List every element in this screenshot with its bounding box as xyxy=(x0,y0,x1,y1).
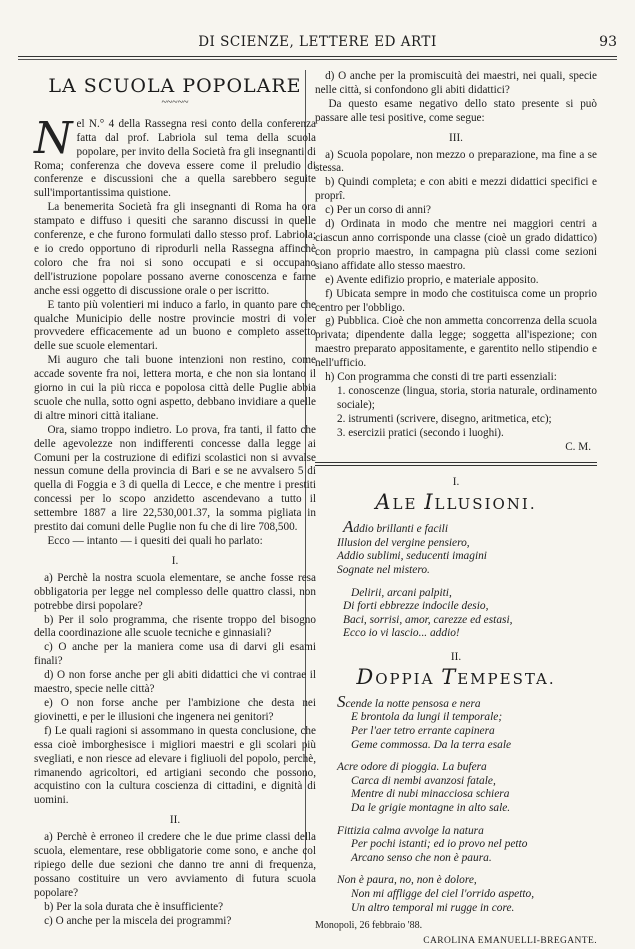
question-2a: a) Perchè è erroneo il credere che le due prime classi della scuola, elementare, rese obbligatorie come sono, e anche col ripiego delle due sezioni che danno tre anni di frequenza, possano costituire un vero avviamento di futura scuola popolare? xyxy=(34,831,316,899)
program-part-1: 1. conoscenze (lingua, storia, storia naturale, ordinamento sociale); xyxy=(337,384,597,411)
thesis-e: e) Avente edifizio proprio, e materiale apposito. xyxy=(325,273,539,286)
poem-line: Delirii, arcani palpiti, xyxy=(351,586,452,599)
question-1a: a) Perchè la nostra scuola elementare, se anche fosse resa obbligatoria per legge nel complesso delle quattro classi, non potrebbe dirsi popolare? xyxy=(34,571,316,612)
right-column xyxy=(315,70,597,949)
page-number: 93 xyxy=(599,34,617,50)
poem-line: Fittizia calma avvolge la natura xyxy=(337,824,484,837)
question-1e: e) O non forse anche per l'ambizione che desta nei giovinetti, e per le illusioni che ingenera nei genitori? xyxy=(34,696,316,723)
thesis-b: b) Quindi completa; e con abiti e mezzi didattici specifici e proprî. xyxy=(315,176,597,203)
question-1d: d) O non forse anche per gli abiti didattici che vi contrae il maestro, specie nelle città? xyxy=(34,669,316,696)
poem-line: E brontola da lungi il temporale; xyxy=(351,711,503,724)
paragraph-3: E tanto più volentieri mi induco a farlo, in quanto pare che qualche Municipio delle nostre provincie mostri di voler provvedere efficacemente ad un buono e completo assetto delle sue scuole elementari. xyxy=(34,298,316,353)
intro-section-3: Da questo esame negativo dello stato presente si può passare alle tesi positive, come segue: xyxy=(315,97,597,124)
header-rule xyxy=(18,56,617,60)
thesis-h: h) Con programma che consti di tre parti essenziali: xyxy=(325,371,557,384)
poem-date: Monopoli, 26 febbraio '88. xyxy=(315,920,423,932)
question-1b: b) Per il solo programma, che risente troppo del bisogno della coordinazione alle scuole tecniche e ginnasiali? xyxy=(34,613,316,640)
drop-cap: N xyxy=(34,112,73,164)
poem-line: Non è paura, no, non è dolore, xyxy=(337,874,477,887)
paragraph-2: La benemerita Società fra gli insegnanti di Roma ha ora stampato e diffuso i quesiti che saranno discussi in quelle conferenze, e che furono formulati dallo stesso prof. Labriola; e io credo opportuno di riprodurli nella Rassegna affinchè coloro che fra noi si sono occupati e si occupano dell'istruzione popolare possano averne conoscenza e farne anche essi oggetto di discussione orale o per iscritto. xyxy=(34,201,316,297)
poem-line: Scende la notte pensosa e nera xyxy=(337,691,481,711)
poem-line: Illusion del vergine pensiero, xyxy=(337,536,470,549)
question-1c: c) O anche per la maniera come usa di darvi gli esami finali? xyxy=(34,641,316,668)
thesis-f: f) Ubicata sempre in modo che costituisca come un proprio centro per l'obbligo. xyxy=(315,287,597,314)
left-column xyxy=(34,70,316,928)
thesis-a: a) Scuola popolare, non mezzo o preparazione, ma fine a se stessa. xyxy=(315,148,597,175)
poem-divider xyxy=(315,462,597,466)
poem-line: Geme commossa. Da la terra esale xyxy=(351,738,512,751)
thesis-g: g) Pubblica. Cioè che non ammetta concorrenza della scuola privata; dipendente dalla legge; soggetta all'ispezione; con maestro preparato appositamente, e garentito nello stipendio e nell'ufficio. xyxy=(315,315,597,370)
poem-line: Da le grigie montagne in alto sale. xyxy=(351,802,511,814)
article-title: LA SCUOLA POPOLARE xyxy=(48,75,302,97)
paragraph-1: Nel N.° 4 della Rassegna resi conto della conferenza fatta dal prof. Labriola sul tema della scuola popolare, per invito della Società fra gli insegnanti di Roma; conferenza che doveva essere come il preludio di conferenze e discussioni che a quella sarebbero seguite sull'importantissima quistione. xyxy=(34,112,316,200)
poem-1-title: ALE ILLUSIONI. xyxy=(375,490,537,515)
poem-author: CAROLINA EMANUELLI-BREGANTE. xyxy=(423,936,597,947)
paragraph-4: Mi auguro che tali buone intenzioni non restino, come accade sovente fra noi, lettera morta, e che non sia lontano il giorno in cui la più ricca e popolosa città delle Puglie abbia scuole che nulla, sotto ogni aspetto, debbano invidiare a quelle di altre minori città italiane. xyxy=(34,354,316,422)
poem-line: Addio brillanti e facili xyxy=(343,517,448,537)
poem-1-number: I. xyxy=(452,476,460,489)
section-heading-2: II. xyxy=(169,814,181,827)
poem-line: Mentre di nubi minacciosa schiera xyxy=(351,788,510,801)
question-1f: f) Le quali ragioni si assommano in questa conclusione, che essa cioè imborghesisce i migliori maestri e gli scolari più svegliati, e non riesce ad elevare i figliuoli del popolo, perchè, rimanendo agricoltori, ed artigiani secondo che possono, acquistino con la cultura coscienza di cittadini, e dignità di uomini. xyxy=(34,724,316,807)
question-2c: c) O anche per la miscela dei programmi? xyxy=(44,914,232,927)
poem-line: Non mi affligge del ciel l'orrido aspetto, xyxy=(351,887,535,900)
section-heading-3: III. xyxy=(449,131,463,144)
poem-1-body xyxy=(315,517,597,641)
program-part-3: 3. esercizii pratici (secondo i luoghi). xyxy=(337,426,504,439)
poem-line: Ecco io vi lascio... addio! xyxy=(343,627,460,640)
poem-line: Acre odore di pioggia. La bufera xyxy=(337,761,487,774)
section-heading-1: I. xyxy=(171,554,179,567)
running-title: DI SCIENZE, LETTERE ED ARTI xyxy=(198,34,437,50)
thesis-c: c) Per un corso di anni? xyxy=(325,204,432,217)
poem-line: Baci, sorrisi, amor, carezze ed estasi, xyxy=(343,613,513,626)
poem-line: Di forti ebbrezze indocile desio, xyxy=(343,600,489,613)
poem-line: Addio sublimi, seducenti imagini xyxy=(337,550,487,563)
question-2b: b) Per la sola durata che è insufficiente? xyxy=(44,900,224,913)
program-part-2: 2. istrumenti (scrivere, disegno, aritmetica, etc); xyxy=(337,412,552,425)
poem-2-title: DOPPIA TEMPESTA. xyxy=(356,664,556,689)
poem-2-body xyxy=(315,691,597,915)
question-2d: d) O anche per la promiscuità dei maestri, nei quali, specie nelle città, si confondono gli abiti didattici? xyxy=(315,70,597,96)
thesis-d: d) Ordinata in modo che mentre nei maggiori centri a ciascun anno corrisponde una classe (cioè un grado didattico) con proprio maestro, in campagna più classi come sezioni siano affidate allo stesso maestro. xyxy=(315,218,597,272)
title-ornament: ~~~~~ xyxy=(161,96,189,108)
poem-line: Sognate nel mistero. xyxy=(337,564,430,577)
poem-2-number: II. xyxy=(450,651,462,664)
page-header xyxy=(18,34,617,56)
poem-line: Per l'aer tetro errante capinera xyxy=(351,725,495,738)
poem-line: Carca di nembi avanzosi fatale, xyxy=(351,774,496,787)
poem-line: Per pochi istanti; ed io provo nel petto xyxy=(351,838,528,851)
paragraph-6: Ecco — intanto — i quesiti dei quali ho parlato: xyxy=(47,535,263,547)
poem-line: Arcano senso che non è paura. xyxy=(351,851,492,864)
paragraph-5: Ora, siamo troppo indietro. Lo prova, fra tanti, il fatto che delle agevolezze non indifferenti concesse dalla legge ai Comuni per la costruzione di edifizi scolastici non si avvalse nessun comune della provincia di Bari e se ne avvalsero 5 di quella di Foggia e 3 di quella di Lecce, e che mentre i prestiti concessi per lo scopo anzidetto ascendevano a tutto il settembre 1887 a lire 22,530,001.37, la somma pigliata in prestito dai comuni delle Puglie non fu che di lire 708,500. xyxy=(34,423,316,534)
article-signature: C. M. xyxy=(565,440,591,453)
poem-line: Un altro temporal mi rugge in core. xyxy=(351,901,515,914)
